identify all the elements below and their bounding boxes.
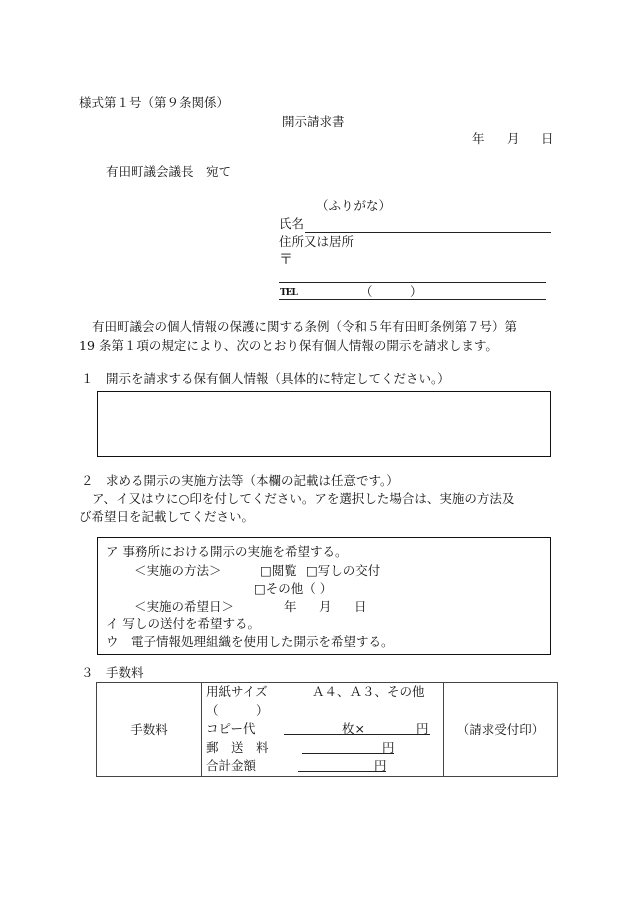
method-other-checkbox[interactable]: □その他（ ）: [254, 581, 333, 596]
fee-details: [202, 683, 444, 777]
section3-heading: ３ 手数料: [81, 665, 144, 680]
section1-heading: １ 開示を請求する保有個人情報（具体的に特定してください。）: [81, 371, 450, 386]
postage-row: [206, 739, 443, 758]
intro-line-2: 19 条第１項の規定により、次のとおり保有個人情報の開示を請求します。: [79, 338, 498, 353]
form-number: 様式第１号（第９条関係）: [79, 95, 230, 110]
receipt-stamp: （請求受付印）: [444, 683, 558, 777]
tel-paren: （ ）: [360, 284, 423, 299]
tel-field[interactable]: [279, 299, 546, 300]
preferred-day: 日: [354, 599, 367, 614]
total-label: 合計金額: [206, 758, 257, 773]
copy-fee-field[interactable]: [284, 734, 430, 735]
option-i[interactable]: イ 写しの送付を希望する。: [106, 616, 260, 631]
preferred-year: 年: [284, 599, 297, 614]
paper-size-options[interactable]: Ａ４、Ａ３、その他: [312, 684, 425, 699]
method-copy-checkbox[interactable]: □写しの交付: [306, 563, 381, 578]
personal-info-box[interactable]: [97, 391, 551, 457]
postage-yen: 円: [382, 739, 395, 755]
preferred-month: 月: [319, 599, 332, 614]
copy-fee-row: [206, 720, 443, 739]
postal-mark: 〒: [279, 252, 293, 268]
copy-sheets: 枚×: [342, 721, 365, 736]
form-title: 開示請求書: [282, 114, 345, 129]
copy-fee-label: コピー代: [206, 721, 256, 736]
name-field[interactable]: [305, 232, 551, 233]
option-u[interactable]: ウ 電子情報処理組織を使用した開示を希望する。: [106, 634, 394, 649]
total-yen: 円: [374, 758, 387, 773]
section2-heading: ２ 求める開示の実施方法等（本欄の記載は任意です。）: [81, 473, 399, 488]
name-label: 氏名: [279, 216, 305, 231]
paper-size-label: 用紙サイズ: [206, 684, 268, 699]
copy-yen: 円: [416, 721, 429, 736]
paper-other-paren: （ ）: [206, 702, 269, 718]
address-field[interactable]: [279, 282, 546, 283]
date-month: 月: [507, 131, 520, 146]
intro-line-1: 有田町議会の個人情報の保護に関する条例（令和５年有田町条例第７号）第: [92, 319, 518, 334]
date-day: 日: [541, 131, 554, 146]
section2-note-line-2: び希望日を記載してください。: [79, 509, 255, 524]
total-field[interactable]: [298, 771, 386, 772]
addressee: 有田町議会議長 宛て: [106, 164, 232, 179]
method-view-checkbox[interactable]: □閲覧: [260, 563, 297, 578]
paper-other-row: [206, 702, 443, 721]
option-a[interactable]: ア 事務所における開示の実施を希望する。: [106, 544, 348, 559]
section2-note-line-1: ア、イ又はウに○印を付してください。アを選択した場合は、実施の方法及: [92, 491, 515, 506]
total-row: [206, 757, 443, 776]
method-box: [97, 537, 551, 655]
furigana-label: （ふりがな）: [316, 198, 392, 213]
paper-size-row: [206, 683, 443, 702]
fee-table: [96, 682, 558, 777]
date-year: 年: [472, 131, 485, 146]
tel-label: TEL: [280, 288, 297, 298]
date-label: ＜実施の希望日＞: [134, 599, 235, 614]
postage-field[interactable]: [302, 753, 394, 754]
method-label: ＜実施の方法＞: [134, 563, 222, 578]
address-label: 住所又は居所: [279, 234, 355, 249]
postage-label: 郵 送 料: [206, 739, 269, 755]
fee-label: 手数料: [97, 683, 202, 777]
